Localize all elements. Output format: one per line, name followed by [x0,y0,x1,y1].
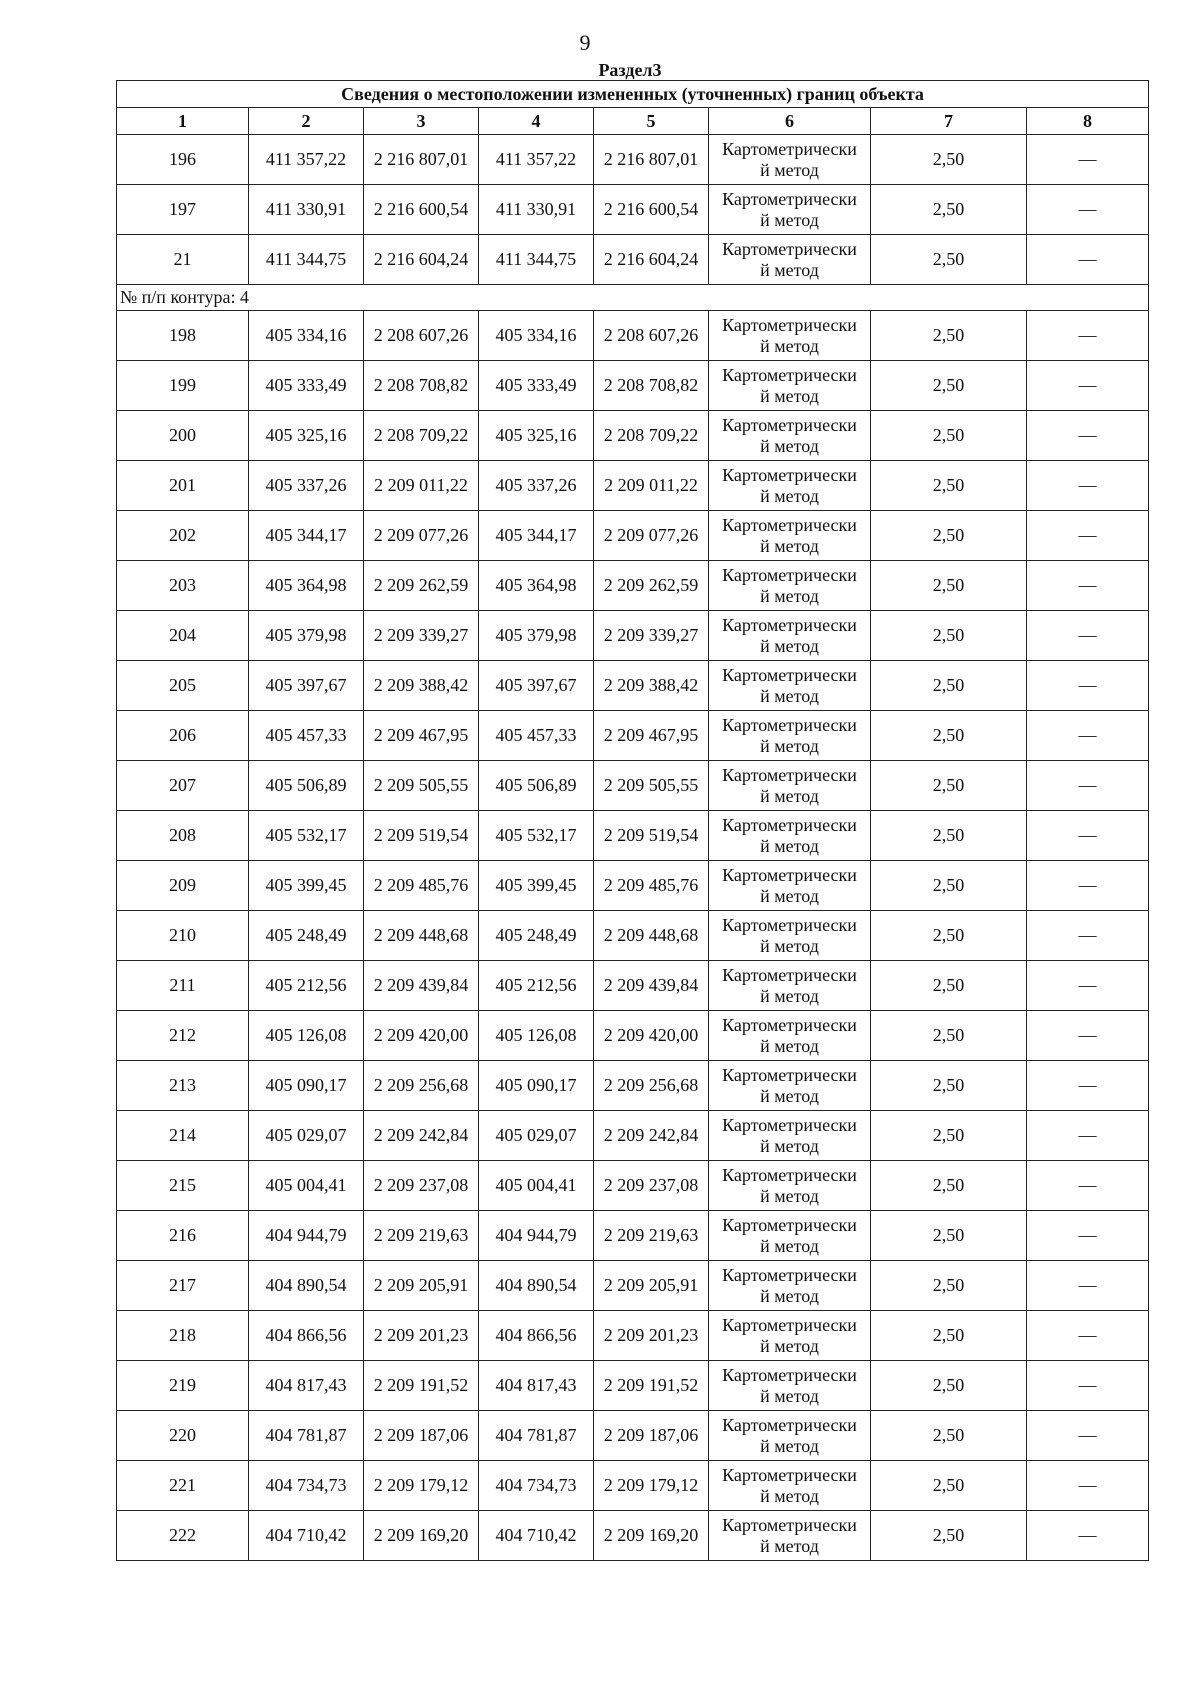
precision-cell: 2,50 [871,1511,1027,1561]
coordinate-cell: 2 209 201,23 [594,1311,709,1361]
method-text: Картометрически й метод [722,1414,857,1456]
point-number-cell: 214 [117,1111,249,1161]
contour-label: № п/п контура: 4 [117,285,1149,311]
precision-cell: 2,50 [871,461,1027,511]
point-number-cell: 209 [117,861,249,911]
method-text: Картометрически й метод [722,1264,857,1306]
coordinate-cell: 2 209 242,84 [594,1111,709,1161]
table-row [117,361,1149,411]
precision-cell: 2,50 [871,811,1027,861]
point-number-cell: 213 [117,1061,249,1111]
table-row [117,661,1149,711]
column-number: 7 [871,108,1027,135]
point-number-cell: 199 [117,361,249,411]
table-row [117,761,1149,811]
method-cell [709,361,871,411]
coordinate-cell: 405 212,56 [479,961,594,1011]
point-number-cell: 202 [117,511,249,561]
empty-mark-cell: — [1027,185,1149,235]
precision-cell: 2,50 [871,761,1027,811]
coordinate-cell: 405 399,45 [479,861,594,911]
coordinate-cell: 2 209 187,06 [364,1411,479,1461]
coordinate-cell: 405 334,16 [249,311,364,361]
coordinate-cell: 404 944,79 [479,1211,594,1261]
empty-mark-cell: — [1027,1161,1149,1211]
table-row [117,961,1149,1011]
method-text: Картометрически й метод [722,1064,857,1106]
coordinate-cell: 2 209 439,84 [364,961,479,1011]
method-cell [709,135,871,185]
coordinate-cell: 404 734,73 [249,1461,364,1511]
coordinate-cell: 2 209 388,42 [594,661,709,711]
point-number-cell: 220 [117,1411,249,1461]
coordinate-cell: 411 344,75 [479,235,594,285]
coordinate-cell: 405 397,67 [479,661,594,711]
precision-cell: 2,50 [871,1061,1027,1111]
table-row [117,711,1149,761]
coordinate-cell: 404 817,43 [249,1361,364,1411]
method-text: Картометрически й метод [722,1314,857,1356]
point-number-cell: 201 [117,461,249,511]
method-text: Картометрически й метод [722,238,857,280]
precision-cell: 2,50 [871,1361,1027,1411]
precision-cell: 2,50 [871,711,1027,761]
table-row [117,135,1149,185]
table-row [117,411,1149,461]
coordinate-cell: 405 399,45 [249,861,364,911]
coordinate-cell: 2 209 256,68 [364,1061,479,1111]
empty-mark-cell: — [1027,461,1149,511]
coordinate-cell: 404 944,79 [249,1211,364,1261]
table-row [117,561,1149,611]
coordinate-cell: 405 379,98 [249,611,364,661]
table-row [117,1361,1149,1411]
coordinate-cell: 2 209 187,06 [594,1411,709,1461]
point-number-cell: 200 [117,411,249,461]
table-row [117,1211,1149,1261]
point-number-cell: 205 [117,661,249,711]
coordinate-cell: 2 216 807,01 [594,135,709,185]
precision-cell: 2,50 [871,661,1027,711]
table-row [117,511,1149,561]
empty-mark-cell: — [1027,1061,1149,1111]
coordinate-cell: 2 209 420,00 [594,1011,709,1061]
point-number-cell: 215 [117,1161,249,1211]
method-text: Картометрически й метод [722,1014,857,1056]
precision-cell: 2,50 [871,1261,1027,1311]
precision-cell: 2,50 [871,511,1027,561]
empty-mark-cell: — [1027,1011,1149,1061]
coordinate-cell: 405 090,17 [249,1061,364,1111]
method-text: Картометрически й метод [722,464,857,506]
coordinate-cell: 2 209 077,26 [364,511,479,561]
column-number-row [117,108,1149,135]
coordinate-cell: 405 457,33 [249,711,364,761]
coordinate-cell: 2 209 448,68 [364,911,479,961]
precision-cell: 2,50 [871,361,1027,411]
precision-cell: 2,50 [871,411,1027,461]
coordinate-cell: 405 248,49 [249,911,364,961]
column-number: 6 [709,108,871,135]
empty-mark-cell: — [1027,611,1149,661]
coordinate-cell: 2 216 600,54 [364,185,479,235]
method-text: Картометрически й метод [722,514,857,556]
method-cell [709,185,871,235]
empty-mark-cell: — [1027,1211,1149,1261]
precision-cell: 2,50 [871,1461,1027,1511]
table-row [117,1461,1149,1511]
page-number: 9 [579,30,591,55]
coordinate-cell: 405 344,17 [249,511,364,561]
coordinate-cell: 2 209 256,68 [594,1061,709,1111]
method-text: Картометрически й метод [722,714,857,756]
coordinate-cell: 405 325,16 [249,411,364,461]
method-text: Картометрически й метод [722,1364,857,1406]
table-row [117,235,1149,285]
empty-mark-cell: — [1027,235,1149,285]
precision-cell: 2,50 [871,1211,1027,1261]
empty-mark-cell: — [1027,1261,1149,1311]
point-number-cell: 219 [117,1361,249,1411]
method-text: Картометрически й метод [722,964,857,1006]
precision-cell: 2,50 [871,961,1027,1011]
method-cell [709,1061,871,1111]
coordinate-cell: 404 866,56 [249,1311,364,1361]
coordinate-cell: 2 209 237,08 [364,1161,479,1211]
coordinate-cell: 405 029,07 [479,1111,594,1161]
table-row [117,461,1149,511]
coordinate-cell: 2 209 485,76 [594,861,709,911]
coordinate-cell: 2 209 242,84 [364,1111,479,1161]
method-cell [709,611,871,661]
coordinate-cell: 2 209 169,20 [364,1511,479,1561]
coordinate-cell: 404 710,42 [479,1511,594,1561]
coordinate-cell: 405 506,89 [479,761,594,811]
coordinate-cell: 2 209 011,22 [594,461,709,511]
method-cell [709,811,871,861]
coordinate-cell: 411 357,22 [249,135,364,185]
column-number: 5 [594,108,709,135]
column-number: 1 [117,108,249,135]
table-title: Сведения о местоположении измененных (уточненных) границ объекта [117,81,1149,108]
coordinate-cell: 411 357,22 [479,135,594,185]
method-text: Картометрически й метод [722,188,857,230]
boundary-coordinates-table [116,80,1149,1561]
point-number-cell: 217 [117,1261,249,1311]
method-cell [709,761,871,811]
method-text: Картометрически й метод [722,564,857,606]
empty-mark-cell: — [1027,711,1149,761]
coordinate-cell: 2 209 169,20 [594,1511,709,1561]
coordinate-cell: 2 208 607,26 [364,311,479,361]
empty-mark-cell: — [1027,1461,1149,1511]
coordinate-cell: 405 532,17 [479,811,594,861]
empty-mark-cell: — [1027,1411,1149,1461]
coordinate-cell: 2 209 262,59 [594,561,709,611]
coordinate-cell: 2 209 439,84 [594,961,709,1011]
precision-cell: 2,50 [871,1111,1027,1161]
coordinate-cell: 405 364,98 [249,561,364,611]
coordinate-cell: 405 004,41 [249,1161,364,1211]
empty-mark-cell: — [1027,135,1149,185]
precision-cell: 2,50 [871,311,1027,361]
precision-cell: 2,50 [871,135,1027,185]
method-cell [709,235,871,285]
table-row [117,1511,1149,1561]
coordinate-cell: 404 866,56 [479,1311,594,1361]
method-cell [709,1161,871,1211]
method-cell [709,911,871,961]
coordinate-cell: 2 209 420,00 [364,1011,479,1061]
point-number-cell: 198 [117,311,249,361]
empty-mark-cell: — [1027,1111,1149,1161]
coordinate-cell: 2 209 505,55 [594,761,709,811]
coordinate-cell: 2 209 485,76 [364,861,479,911]
precision-cell: 2,50 [871,1411,1027,1461]
precision-cell: 2,50 [871,861,1027,911]
coordinate-cell: 2 208 709,22 [364,411,479,461]
coordinate-cell: 405 004,41 [479,1161,594,1211]
coordinate-cell: 2 208 708,82 [594,361,709,411]
empty-mark-cell: — [1027,1361,1149,1411]
point-number-cell: 216 [117,1211,249,1261]
table-title-row [117,81,1149,108]
precision-cell: 2,50 [871,911,1027,961]
coordinate-cell: 405 337,26 [249,461,364,511]
coordinate-cell: 2 209 191,52 [364,1361,479,1411]
point-number-cell: 218 [117,1311,249,1361]
coordinate-cell: 2 209 388,42 [364,661,479,711]
table-row [117,1161,1149,1211]
coordinate-cell: 2 209 205,91 [364,1261,479,1311]
table-row [117,911,1149,961]
coordinate-cell: 2 209 505,55 [364,761,479,811]
column-number: 3 [364,108,479,135]
method-cell [709,561,871,611]
precision-cell: 2,50 [871,611,1027,661]
coordinate-cell: 2 209 448,68 [594,911,709,961]
method-cell [709,1011,871,1061]
empty-mark-cell: — [1027,811,1149,861]
method-text: Картометрически й метод [722,814,857,856]
coordinate-cell: 404 890,54 [479,1261,594,1311]
method-text: Картометрически й метод [722,864,857,906]
table-row [117,1011,1149,1061]
coordinate-cell: 405 337,26 [479,461,594,511]
coordinate-cell: 2 209 519,54 [594,811,709,861]
point-number-cell: 222 [117,1511,249,1561]
method-cell [709,1211,871,1261]
coordinate-cell: 2 209 219,63 [594,1211,709,1261]
coordinate-cell: 405 333,49 [249,361,364,411]
contour-row [117,285,1149,311]
coordinate-cell: 405 397,67 [249,661,364,711]
method-text: Картометрически й метод [722,1114,857,1156]
method-text: Картометрически й метод [722,314,857,356]
point-number-cell: 212 [117,1011,249,1061]
method-cell [709,311,871,361]
method-cell [709,1461,871,1511]
empty-mark-cell: — [1027,561,1149,611]
empty-mark-cell: — [1027,361,1149,411]
method-cell [709,461,871,511]
coordinate-cell: 2 209 339,27 [364,611,479,661]
method-cell [709,1411,871,1461]
table-row [117,1411,1149,1461]
point-number-cell: 203 [117,561,249,611]
coordinate-cell: 2 216 604,24 [364,235,479,285]
table-row [117,1061,1149,1111]
coordinate-cell: 2 209 262,59 [364,561,479,611]
empty-mark-cell: — [1027,961,1149,1011]
method-cell [709,1361,871,1411]
table-row [117,311,1149,361]
column-number: 2 [249,108,364,135]
empty-mark-cell: — [1027,761,1149,811]
coordinate-cell: 405 126,08 [479,1011,594,1061]
coordinate-cell: 405 344,17 [479,511,594,561]
coordinate-cell: 2 208 607,26 [594,311,709,361]
empty-mark-cell: — [1027,1311,1149,1361]
precision-cell: 2,50 [871,1011,1027,1061]
precision-cell: 2,50 [871,1161,1027,1211]
coordinate-cell: 405 364,98 [479,561,594,611]
coordinate-cell: 2 209 077,26 [594,511,709,561]
point-number-cell: 21 [117,235,249,285]
coordinate-cell: 405 325,16 [479,411,594,461]
table-row [117,1311,1149,1361]
method-text: Картометрически й метод [722,1214,857,1256]
empty-mark-cell: — [1027,911,1149,961]
coordinate-cell: 405 248,49 [479,911,594,961]
table-row [117,185,1149,235]
coordinate-cell: 405 333,49 [479,361,594,411]
point-number-cell: 196 [117,135,249,185]
point-number-cell: 208 [117,811,249,861]
coordinate-cell: 2 209 201,23 [364,1311,479,1361]
coordinate-cell: 411 330,91 [249,185,364,235]
point-number-cell: 221 [117,1461,249,1511]
column-number: 4 [479,108,594,135]
coordinate-cell: 2 209 519,54 [364,811,479,861]
method-text: Картометрически й метод [722,414,857,456]
coordinate-cell: 2 209 011,22 [364,461,479,511]
method-cell [709,1311,871,1361]
coordinate-cell: 404 710,42 [249,1511,364,1561]
precision-cell: 2,50 [871,1311,1027,1361]
precision-cell: 2,50 [871,561,1027,611]
method-cell [709,861,871,911]
coordinate-cell: 405 029,07 [249,1111,364,1161]
empty-mark-cell: — [1027,411,1149,461]
coordinate-cell: 2 208 708,82 [364,361,479,411]
coordinate-cell: 405 457,33 [479,711,594,761]
empty-mark-cell: — [1027,511,1149,561]
method-text: Картометрически й метод [722,1514,857,1556]
point-number-cell: 210 [117,911,249,961]
empty-mark-cell: — [1027,311,1149,361]
coordinate-cell: 2 209 205,91 [594,1261,709,1311]
method-text: Картометрически й метод [722,914,857,956]
coordinate-cell: 2 209 179,12 [594,1461,709,1511]
table-row [117,1111,1149,1161]
coordinate-cell: 2 209 219,63 [364,1211,479,1261]
method-text: Картометрически й метод [722,1464,857,1506]
empty-mark-cell: — [1027,861,1149,911]
coordinate-cell: 2 209 179,12 [364,1461,479,1511]
section-title: Раздел3 [598,60,662,80]
coordinate-cell: 404 781,87 [249,1411,364,1461]
coordinate-cell: 2 216 600,54 [594,185,709,235]
coordinate-cell: 404 781,87 [479,1411,594,1461]
coordinate-cell: 405 532,17 [249,811,364,861]
coordinate-cell: 405 506,89 [249,761,364,811]
coordinate-cell: 405 379,98 [479,611,594,661]
method-cell [709,1511,871,1561]
coordinate-cell: 2 209 467,95 [594,711,709,761]
coordinate-cell: 404 817,43 [479,1361,594,1411]
coordinate-cell: 2 209 339,27 [594,611,709,661]
table-row [117,611,1149,661]
point-number-cell: 197 [117,185,249,235]
method-text: Картометрически й метод [722,138,857,180]
table-row [117,1261,1149,1311]
coordinate-cell: 2 209 191,52 [594,1361,709,1411]
method-cell [709,961,871,1011]
coordinate-cell: 405 090,17 [479,1061,594,1111]
method-cell [709,1261,871,1311]
coordinate-cell: 2 208 709,22 [594,411,709,461]
coordinate-cell: 2 209 237,08 [594,1161,709,1211]
point-number-cell: 207 [117,761,249,811]
method-text: Картометрически й метод [722,364,857,406]
coordinate-cell: 2 216 604,24 [594,235,709,285]
method-cell [709,661,871,711]
method-text: Картометрически й метод [722,614,857,656]
point-number-cell: 211 [117,961,249,1011]
method-text: Картометрически й метод [722,664,857,706]
method-cell [709,1111,871,1161]
method-text: Картометрически й метод [722,1164,857,1206]
point-number-cell: 206 [117,711,249,761]
empty-mark-cell: — [1027,1511,1149,1561]
precision-cell: 2,50 [871,235,1027,285]
method-text: Картометрически й метод [722,764,857,806]
empty-mark-cell: — [1027,661,1149,711]
point-number-cell: 204 [117,611,249,661]
column-number: 8 [1027,108,1149,135]
coordinate-cell: 411 330,91 [479,185,594,235]
method-cell [709,411,871,461]
coordinate-cell: 404 734,73 [479,1461,594,1511]
coordinate-cell: 405 334,16 [479,311,594,361]
precision-cell: 2,50 [871,185,1027,235]
coordinate-cell: 2 216 807,01 [364,135,479,185]
coordinate-cell: 2 209 467,95 [364,711,479,761]
coordinate-cell: 404 890,54 [249,1261,364,1311]
method-cell [709,511,871,561]
coordinate-cell: 411 344,75 [249,235,364,285]
method-cell [709,711,871,761]
table-row [117,811,1149,861]
coordinate-cell: 405 126,08 [249,1011,364,1061]
coordinate-cell: 405 212,56 [249,961,364,1011]
table-row [117,861,1149,911]
